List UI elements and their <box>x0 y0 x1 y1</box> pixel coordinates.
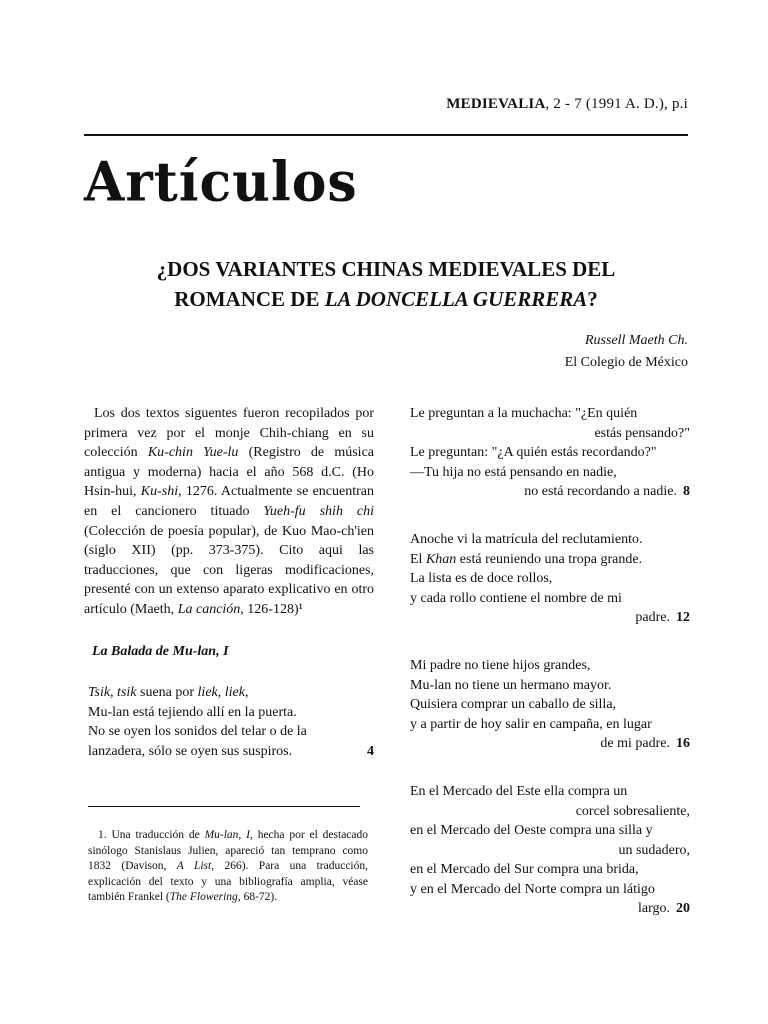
right-column <box>410 404 690 947</box>
verse-text: lanzadera, sólo se oyen sus suspiros. <box>88 743 293 759</box>
line-number: 8 <box>683 484 690 500</box>
stanza-4 <box>410 656 690 754</box>
title-line-2-italic: LA DONCELLA GUERRERA <box>324 287 588 311</box>
footnote-italic: A List <box>176 860 212 872</box>
stanza-3 <box>410 530 690 628</box>
issue-info: , 2 - 7 (1991 A. D.), p.i <box>545 96 688 112</box>
verse-line <box>410 821 690 841</box>
verse-text: y cada rollo contiene el nombre de mi <box>410 590 622 606</box>
verse-line <box>410 676 690 696</box>
footnote-text: 1. Una traducción de <box>98 829 205 841</box>
verse-text: suena por <box>136 685 198 701</box>
article-title <box>84 254 688 314</box>
footnote-text: , 266). Para una traducción, explicación del texto y una bibliografía amplia, véase también Frankel ( <box>88 860 368 903</box>
verse-text: en el Mercado del Sur compra una brida, <box>410 862 639 878</box>
verse-line <box>410 734 690 754</box>
verse-text: está reuniendo una tropa grande. <box>456 551 643 567</box>
footnote-rule <box>88 806 360 807</box>
verse-text: estás pensando?" <box>594 425 690 441</box>
verse-italic: liek, liek <box>197 685 245 701</box>
verse-line <box>410 530 690 550</box>
verse-line <box>410 782 690 802</box>
verse-text: Quisiera comprar un caballo de silla, <box>410 697 617 713</box>
verse-line <box>410 841 690 861</box>
verse-text: La lista es de doce rollos, <box>410 571 553 587</box>
title-line-2-c: ? <box>587 287 598 311</box>
stanza-2 <box>410 404 690 502</box>
verse-line <box>410 463 690 483</box>
verse-line <box>410 608 690 628</box>
verse-line <box>410 424 690 444</box>
verse-text: Mi padre no tiene hijos grandes, <box>410 657 591 673</box>
verse-text: Le preguntan a la muchacha: "¿En quién <box>410 406 638 421</box>
verse-line <box>410 656 690 676</box>
verse-text: El <box>410 551 426 567</box>
verse-italic: Tsik, tsik <box>88 685 137 701</box>
poem-title: La Balada de Mu-lan, I <box>92 643 229 659</box>
verse-text: largo. <box>637 901 670 917</box>
verse-line <box>410 715 690 735</box>
title-line-2-a: ROMANCE DE <box>174 287 325 311</box>
verse-text: corcel sobresaliente, <box>575 803 690 819</box>
intro-italic-3: Yueh-fu shih chi <box>263 503 374 519</box>
author-block <box>565 330 688 374</box>
verse-text: —Tu hija no está pensando en nadie, <box>410 464 617 480</box>
title-line-1: ¿DOS VARIANTES CHINAS MEDIEVALES DEL <box>156 257 616 281</box>
verse-text: Anoche vi la matrícula del reclutamiento. <box>410 531 643 547</box>
verse-text: Mu-lan no tiene un hermano mayor. <box>410 677 612 693</box>
title-line-2 <box>84 284 688 314</box>
verse-text: de mi padre. <box>600 736 670 752</box>
intro-italic-1: Ku-chin Yue-lu <box>147 445 239 461</box>
verse-italic: Khan <box>425 551 457 567</box>
verse-line <box>410 482 690 502</box>
footnote-italic: The Flowering <box>169 891 238 903</box>
footnote <box>88 828 368 906</box>
header-rule <box>84 134 688 136</box>
verse-text: , <box>244 685 249 701</box>
line-number: 4 <box>367 743 374 759</box>
verse-line: No se oyen los sonidos del telar o de la <box>88 724 307 740</box>
verse-line <box>88 683 374 703</box>
verse-text: En el Mercado del Este ella compra un <box>410 783 628 799</box>
verse-text: en el Mercado del Oeste compra una silla y <box>410 823 653 839</box>
verse-line <box>410 404 690 424</box>
verse-line <box>410 802 690 822</box>
author-name: Russell Maeth Ch. <box>584 333 688 348</box>
verse-text: no está recordando a nadie. <box>524 484 677 500</box>
verse-line <box>410 443 690 463</box>
verse-line <box>410 860 690 880</box>
line-number: 20 <box>676 901 690 917</box>
footnote-text: , 68-72). <box>237 891 278 903</box>
verse-text: un sudadero, <box>618 842 690 858</box>
verse-text: y en el Mercado del Norte compra un látigo <box>410 881 655 897</box>
intro-italic-2: Ku-shi <box>140 484 179 500</box>
intro-text-4: (Colección de poesía popular), de Kuo Mao-ch'ien (siglo XII) (pp. 373-375). Cito aqui las traducciones, que con ligeras modificaciones, presenté con un extenso aparato explicativo en otro artículo (Maeth, <box>84 523 374 617</box>
intro-italic-4: La canción <box>177 601 241 617</box>
journal-name: MEDIEVALIA <box>446 96 546 112</box>
footnote-text: , hecha por el destacado sinólogo Stanislaus Julien, apareció tan temprano como 1832 (Davison, <box>88 829 369 872</box>
verse-line <box>410 695 690 715</box>
verse-line <box>88 742 374 762</box>
intro-text-5: , 126-128)¹ <box>240 601 303 617</box>
line-number: 16 <box>676 736 690 752</box>
intro-text-2: (Registro de música antigua y moderna) hacia el año 568 d.C. (Ho Hsin-hui, <box>84 445 374 500</box>
line-number: 12 <box>676 610 690 626</box>
footnote-italic: Mu-lan, I <box>204 829 250 841</box>
section-title: Artículos <box>84 150 358 215</box>
verse-text: padre. <box>635 610 670 626</box>
left-column <box>84 404 374 762</box>
verse-line: Mu-lan está tejiendo allí en la puerta. <box>88 704 297 720</box>
author-affiliation: El Colegio de México <box>564 355 688 370</box>
stanza-5 <box>410 782 690 919</box>
verse-line <box>410 550 690 570</box>
running-head <box>446 96 688 113</box>
verse-line <box>410 899 690 919</box>
intro-text-3: , 1276. Actualmente se encuentran en el cancionero tituado <box>84 484 374 519</box>
verse-text: Le preguntan: "¿A quién estás recordando?" <box>410 445 657 461</box>
verse-text: y a partir de hoy salir en campaña, en lugar <box>410 716 652 732</box>
verse-line <box>410 569 690 589</box>
verse-line <box>410 880 690 900</box>
stanza-1 <box>84 683 374 761</box>
intro-paragraph <box>84 404 374 620</box>
verse-line <box>410 589 690 609</box>
intro-text-1: Los dos textos siguentes fueron recopilados por primera vez por el monje Chih-chiang en su colección <box>84 406 374 461</box>
